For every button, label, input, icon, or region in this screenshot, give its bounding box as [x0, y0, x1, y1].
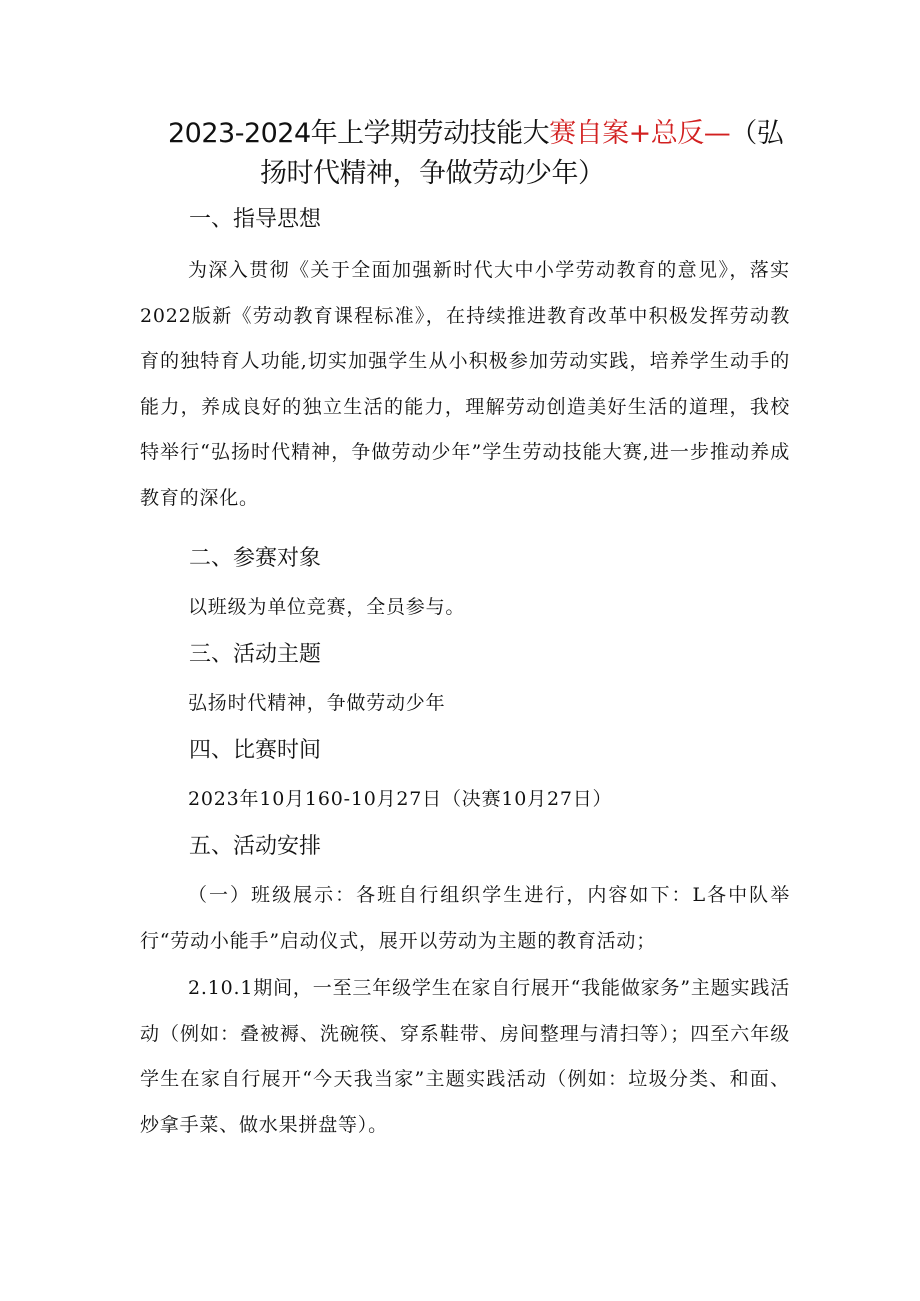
section-heading-guiding-ideology: 一、指导思想	[189, 207, 322, 232]
section-body-participants: 以班级为单位竞赛，全员参与。	[188, 596, 466, 618]
title-line2: 扬时代精神，争做劳动少年）	[260, 158, 605, 189]
arrangement-paragraph-2: 2.10.1期间，一至三年级学生在家自行展开“我能做家务”主题实践活动（例如：叠被褥、洗碗筷、穿系鞋带、房间整理与清扫等）；四至六年级学生在家自行展开“今天我当家”主题实践活动（例如：垃圾分类、和面、炒拿手菜、做水果拼盘等）。	[140, 977, 790, 1136]
title-part1: 2023-2024年上学期劳动技能大	[168, 118, 550, 149]
section-body-theme: 弘扬时代精神，争做劳动少年	[188, 692, 446, 714]
section-heading-participants: 二、参赛对象	[189, 546, 322, 571]
section-body-schedule: 2023年10月160-10月27日（决赛10月27日）	[188, 788, 613, 810]
title-part3: （弘	[730, 118, 784, 149]
document-title	[168, 114, 808, 194]
title-part2-red: 赛自案+总反—	[549, 118, 731, 149]
section-body-guiding-ideology: 为深入贯彻《关于全面加强新时代大中小学劳动教育的意见》，落实2022版新《劳动教育课程标准》，在持续推进教育改革中积极发挥劳动教育的独特育人功能,切实加强学生从小积极参加劳动实践，培养学生动手的能力，养成良好的独立生活的能力，理解劳动创造美好生活的道理，我校特举行“弘扬时代精神，争做劳动少年”学生劳动技能大赛,进一步推动养成教育的深化。	[140, 259, 790, 509]
section-heading-arrangement: 五、活动安排	[189, 834, 322, 859]
arrangement-paragraph-1: （一）班级展示：各班自行组织学生进行，内容如下：L各中队举行“劳动小能手”启动仪式，展开以劳动为主题的教育活动；	[140, 884, 790, 952]
section-heading-schedule: 四、比赛时间	[189, 738, 322, 763]
section-heading-theme: 三、活动主题	[189, 642, 322, 667]
